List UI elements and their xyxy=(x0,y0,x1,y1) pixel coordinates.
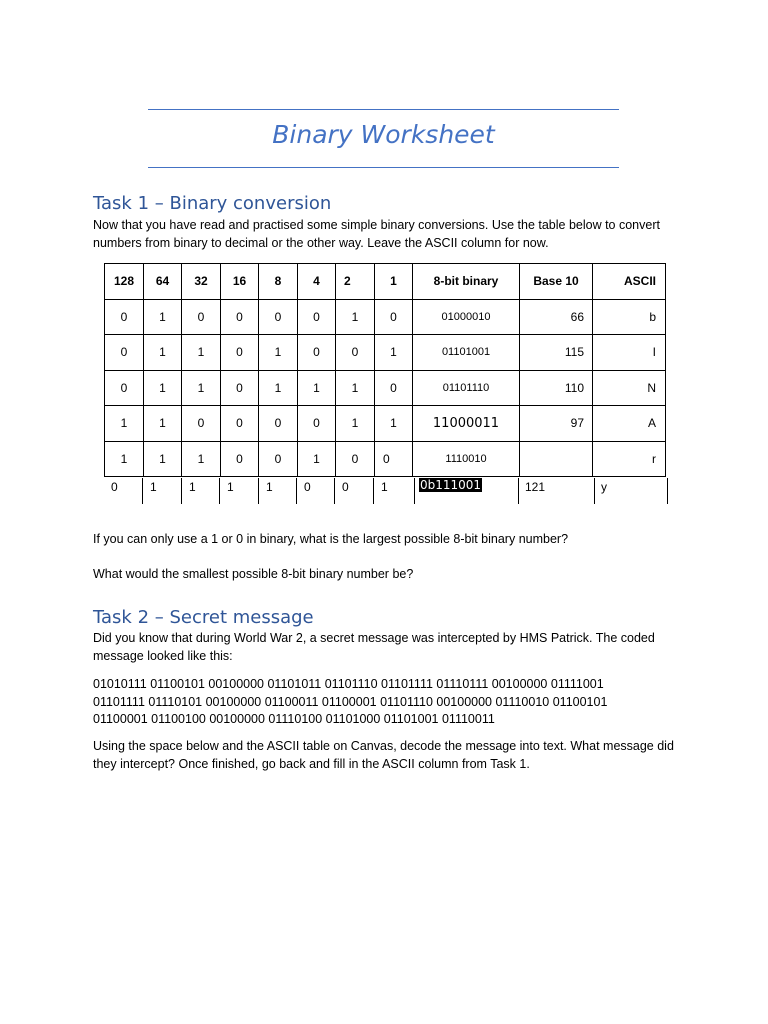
bit-cell[interactable]: 0 xyxy=(259,406,298,442)
bit-cell[interactable]: 1 xyxy=(182,441,221,477)
bit-value: 0 xyxy=(342,480,349,494)
table-row xyxy=(105,406,666,442)
bit-cell[interactable]: 1 xyxy=(105,406,144,442)
base10-cell[interactable] xyxy=(520,441,593,477)
task2-heading: Task 2 – Secret message xyxy=(93,607,314,628)
bit-value: 1 xyxy=(150,480,157,494)
bit-cell[interactable]: 1 xyxy=(144,370,182,406)
bit-cell[interactable]: 0 xyxy=(375,370,413,406)
bit-value: 1 xyxy=(189,480,196,494)
binary-table xyxy=(104,263,666,477)
header-cell: ASCII xyxy=(593,264,666,300)
table-row xyxy=(105,299,666,335)
header-cell: 8-bit binary xyxy=(413,264,520,300)
task1-heading: Task 1 – Binary conversion xyxy=(93,193,332,214)
binary-cell[interactable]: 11000011 xyxy=(413,406,520,442)
table-row xyxy=(105,441,666,477)
bit-cell[interactable]: 0 xyxy=(259,441,298,477)
bit-cell[interactable]: 0 xyxy=(336,335,375,371)
header-cell: 128 xyxy=(105,264,144,300)
title-bottom-rule xyxy=(148,167,619,168)
header-cell: 4 xyxy=(298,264,336,300)
bit-cell[interactable] xyxy=(334,478,373,504)
header-cell: 2 xyxy=(336,264,375,300)
task1-question-largest: If you can only use a 1 or 0 in binary, what is the largest possible 8-bit binary number? xyxy=(93,532,569,546)
ascii-cell[interactable]: I xyxy=(593,335,666,371)
bit-cell[interactable]: 1 xyxy=(375,406,413,442)
bit-cell[interactable]: 1 xyxy=(144,299,182,335)
base10-cell[interactable]: 97 xyxy=(520,406,593,442)
bit-cell[interactable]: 0 xyxy=(298,406,336,442)
base10-cell[interactable] xyxy=(518,478,594,504)
page-title: Binary Worksheet xyxy=(272,120,495,149)
bit-cell[interactable]: 1 xyxy=(259,370,298,406)
bit-cell[interactable]: 0 xyxy=(221,335,259,371)
bit-cell[interactable] xyxy=(373,478,412,504)
bit-cell[interactable]: 0 xyxy=(221,441,259,477)
bit-cell[interactable]: 1 xyxy=(144,441,182,477)
header-cell: 16 xyxy=(221,264,259,300)
header-cell: Base 10 xyxy=(520,264,593,300)
bit-cell[interactable]: 1 xyxy=(298,441,336,477)
header-cell: 8 xyxy=(259,264,298,300)
bit-value: 0 xyxy=(304,480,311,494)
bit-cell[interactable]: 1 xyxy=(259,335,298,371)
ascii-cell[interactable] xyxy=(594,478,668,504)
bit-cell[interactable] xyxy=(258,478,297,504)
bit-cell[interactable]: 1 xyxy=(144,406,182,442)
bit-value: 1 xyxy=(227,480,234,494)
table-header-row xyxy=(105,264,666,300)
binary-cell[interactable] xyxy=(414,478,519,504)
bit-value: 0 xyxy=(111,480,118,494)
bit-cell[interactable]: 0 xyxy=(105,335,144,371)
task2-intro: Did you know that during World War 2, a secret message was intercepted by HMS Patrick. The coded message looked like this: xyxy=(93,631,655,663)
bit-value: 1 xyxy=(381,480,388,494)
title-top-rule xyxy=(148,109,619,110)
bit-cell[interactable]: 0 xyxy=(259,299,298,335)
base10-value: 121 xyxy=(525,480,546,494)
binary-cell[interactable]: 01101110 xyxy=(413,370,520,406)
ascii-cell[interactable]: A xyxy=(593,406,666,442)
highlighted-binary: 0b111001 xyxy=(420,478,482,492)
bit-cell[interactable] xyxy=(181,478,220,504)
bit-cell[interactable]: 1 xyxy=(375,335,413,371)
ascii-value: y xyxy=(601,480,607,494)
bit-cell[interactable]: 0 xyxy=(375,441,413,477)
bit-cell[interactable]: 1 xyxy=(336,299,375,335)
bit-cell[interactable] xyxy=(104,478,142,504)
bit-cell[interactable]: 1 xyxy=(336,370,375,406)
header-cell: 1 xyxy=(375,264,413,300)
ascii-cell[interactable]: r xyxy=(593,441,666,477)
bit-cell[interactable]: 0 xyxy=(182,299,221,335)
ascii-cell[interactable]: N xyxy=(593,370,666,406)
binary-cell[interactable]: 01101001 xyxy=(413,335,520,371)
bit-cell[interactable]: 0 xyxy=(105,299,144,335)
header-cell: 64 xyxy=(144,264,182,300)
bit-cell[interactable]: 0 xyxy=(298,299,336,335)
bit-cell[interactable]: 1 xyxy=(336,406,375,442)
bit-cell[interactable]: 1 xyxy=(144,335,182,371)
coded-message xyxy=(93,676,688,729)
bit-cell[interactable]: 0 xyxy=(105,370,144,406)
bit-cell[interactable] xyxy=(142,478,181,504)
code-line: 01010111 01100101 00100000 01101011 01101110 01101111 01110111 00100000 01111001 xyxy=(93,677,604,691)
bit-cell[interactable]: 1 xyxy=(298,370,336,406)
code-line: 01101111 01110101 00100000 01100011 01100001 01101110 00100000 01110010 01100101 xyxy=(93,694,608,709)
binary-cell[interactable]: 01000010 xyxy=(413,299,520,335)
bit-cell[interactable]: 0 xyxy=(182,406,221,442)
task2-instructions: Using the space below and the ASCII table on Canvas, decode the message into text. What message did they intercept? Once finished, go back and fill in the ASCII column from Task 1. xyxy=(93,739,674,771)
bit-cell[interactable]: 0 xyxy=(221,299,259,335)
binary-cell[interactable]: 1110010 xyxy=(413,441,520,477)
bit-cell[interactable]: 0 xyxy=(375,299,413,335)
bit-cell[interactable] xyxy=(296,478,335,504)
bit-cell[interactable]: 0 xyxy=(336,441,375,477)
bit-cell[interactable]: 0 xyxy=(221,406,259,442)
task1-question-smallest: What would the smallest possible 8-bit binary number be? xyxy=(93,567,414,581)
bit-cell[interactable]: 0 xyxy=(298,335,336,371)
table-row xyxy=(105,370,666,406)
table-row xyxy=(105,335,666,371)
task1-intro: Now that you have read and practised some simple binary conversions. Use the table below to convert numbers from binary to decimal or the other way. Leave the ASCII column for now. xyxy=(93,218,660,250)
ascii-cell[interactable]: b xyxy=(593,299,666,335)
base10-cell[interactable]: 110 xyxy=(520,370,593,406)
code-line: 01100001 01100100 00100000 01110100 01101000 01101001 01110011 xyxy=(93,712,495,726)
bit-cell[interactable] xyxy=(219,478,258,504)
bit-cell[interactable]: 0 xyxy=(221,370,259,406)
bit-value: 1 xyxy=(266,480,273,494)
bit-cell[interactable]: 1 xyxy=(182,335,221,371)
base10-cell[interactable]: 66 xyxy=(520,299,593,335)
bit-cell[interactable]: 1 xyxy=(182,370,221,406)
base10-cell[interactable]: 115 xyxy=(520,335,593,371)
header-cell: 32 xyxy=(182,264,221,300)
bit-cell[interactable]: 1 xyxy=(105,441,144,477)
